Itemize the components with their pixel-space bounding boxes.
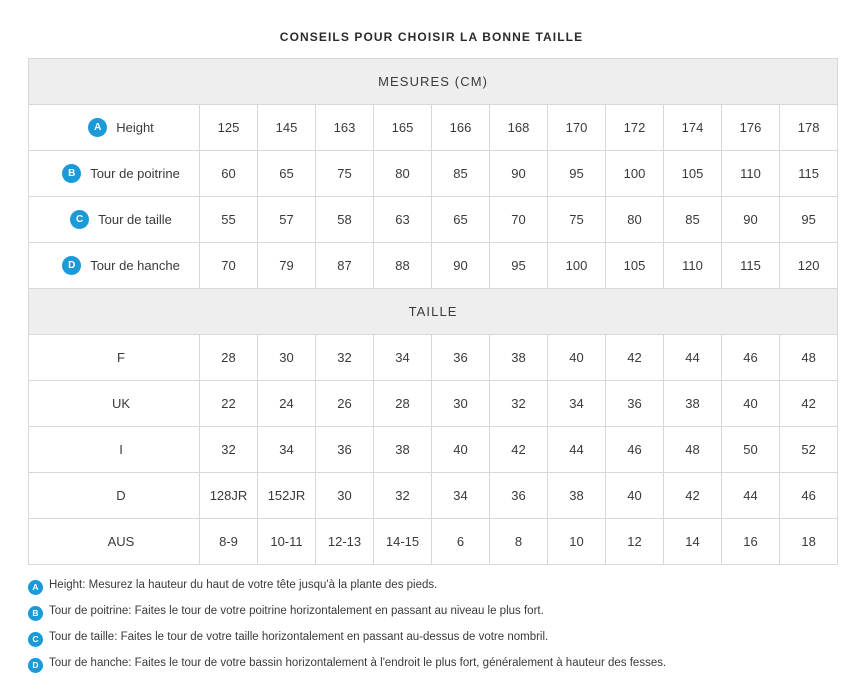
cell: 44 <box>664 335 722 381</box>
cell: 44 <box>548 427 606 473</box>
cell: 10 <box>548 519 606 565</box>
cell: 105 <box>664 151 722 197</box>
cell: 40 <box>548 335 606 381</box>
cell: 40 <box>722 381 780 427</box>
cell: 38 <box>548 473 606 519</box>
cell: 32 <box>200 427 258 473</box>
cell: 18 <box>780 519 838 565</box>
size-row-label-i: I <box>29 427 200 473</box>
badge-a-icon: A <box>88 118 107 137</box>
table-row <box>29 151 838 197</box>
size-row-label-f: F <box>29 335 200 381</box>
measurement-notes <box>28 579 835 672</box>
cell: 105 <box>606 243 664 289</box>
cell: 95 <box>490 243 548 289</box>
cell: 6 <box>432 519 490 565</box>
cell: 42 <box>664 473 722 519</box>
cell: 26 <box>316 381 374 427</box>
cell: 58 <box>316 197 374 243</box>
cell: 42 <box>606 335 664 381</box>
note-text: Tour de poitrine: Faites le tour de votre poitrine horizontalement en passant au niveau le plus fort. <box>49 605 544 617</box>
badge-a-icon: A <box>28 580 43 595</box>
cell: 80 <box>606 197 664 243</box>
cell: 40 <box>606 473 664 519</box>
cell: 115 <box>780 151 838 197</box>
sizes-section-header-row <box>29 289 838 335</box>
cell: 178 <box>780 105 838 151</box>
badge-c-icon: C <box>28 632 43 647</box>
list-item <box>28 579 835 594</box>
cell: 95 <box>548 151 606 197</box>
cell: 28 <box>374 381 432 427</box>
cell: 80 <box>374 151 432 197</box>
page-title: CONSEILS POUR CHOISIR LA BONNE TAILLE <box>279 30 584 44</box>
table-row <box>29 243 838 289</box>
cell: 34 <box>548 381 606 427</box>
cell: 70 <box>200 243 258 289</box>
cell: 87 <box>316 243 374 289</box>
cell: 128JR <box>200 473 258 519</box>
cell: 50 <box>722 427 780 473</box>
list-item <box>28 605 835 620</box>
badge-c-icon: C <box>70 210 89 229</box>
cell: 38 <box>664 381 722 427</box>
cell: 38 <box>374 427 432 473</box>
measure-label-text: Height <box>116 120 154 135</box>
cell: 165 <box>374 105 432 151</box>
cell: 46 <box>722 335 780 381</box>
cell: 145 <box>258 105 316 151</box>
cell: 55 <box>200 197 258 243</box>
cell: 38 <box>490 335 548 381</box>
badge-d-icon: D <box>62 256 81 275</box>
cell: 42 <box>490 427 548 473</box>
cell: 125 <box>200 105 258 151</box>
cell: 30 <box>432 381 490 427</box>
cell: 70 <box>490 197 548 243</box>
badge-b-icon: B <box>62 164 81 183</box>
cell: 90 <box>722 197 780 243</box>
measure-row-label-hip <box>29 243 200 289</box>
cell: 48 <box>664 427 722 473</box>
cell: 172 <box>606 105 664 151</box>
note-text: Height: Mesurez la hauteur du haut de votre tête jusqu'à la plante des pieds. <box>49 579 438 591</box>
cell: 85 <box>664 197 722 243</box>
cell: 8-9 <box>200 519 258 565</box>
size-table-container <box>28 58 835 565</box>
cell: 168 <box>490 105 548 151</box>
measures-section-header: MESURES (CM) <box>29 59 838 105</box>
cell: 24 <box>258 381 316 427</box>
cell: 163 <box>316 105 374 151</box>
list-item <box>28 631 835 646</box>
cell: 63 <box>374 197 432 243</box>
cell: 100 <box>548 243 606 289</box>
table-row <box>29 519 838 565</box>
cell: 44 <box>722 473 780 519</box>
measure-row-label-chest <box>29 151 200 197</box>
cell: 170 <box>548 105 606 151</box>
cell: 36 <box>490 473 548 519</box>
note-text: Tour de taille: Faites le tour de votre taille horizontalement en passant au-dessus de votre nombril. <box>49 631 549 643</box>
cell: 52 <box>780 427 838 473</box>
measure-row-label-height <box>29 105 200 151</box>
cell: 115 <box>722 243 780 289</box>
badge-b-icon: B <box>28 606 43 621</box>
size-table <box>28 58 838 565</box>
cell: 95 <box>780 197 838 243</box>
cell: 22 <box>200 381 258 427</box>
size-row-label-aus: AUS <box>29 519 200 565</box>
list-item <box>28 657 835 672</box>
cell: 120 <box>780 243 838 289</box>
cell: 36 <box>606 381 664 427</box>
cell: 32 <box>374 473 432 519</box>
cell: 32 <box>490 381 548 427</box>
measure-label-text: Tour de poitrine <box>90 166 180 181</box>
note-text: Tour de hanche: Faites le tour de votre bassin horizontalement à l'endroit le plus fort, généralement à hauteur des fesses. <box>49 657 667 669</box>
table-row <box>29 105 838 151</box>
cell: 36 <box>316 427 374 473</box>
cell: 88 <box>374 243 432 289</box>
cell: 34 <box>258 427 316 473</box>
cell: 34 <box>374 335 432 381</box>
cell: 100 <box>606 151 664 197</box>
cell: 46 <box>780 473 838 519</box>
cell: 79 <box>258 243 316 289</box>
cell: 30 <box>316 473 374 519</box>
cell: 40 <box>432 427 490 473</box>
cell: 32 <box>316 335 374 381</box>
cell: 176 <box>722 105 780 151</box>
cell: 152JR <box>258 473 316 519</box>
cell: 12-13 <box>316 519 374 565</box>
cell: 34 <box>432 473 490 519</box>
table-row <box>29 381 838 427</box>
table-row <box>29 473 838 519</box>
cell: 110 <box>722 151 780 197</box>
badge-d-icon: D <box>28 658 43 673</box>
cell: 174 <box>664 105 722 151</box>
cell: 65 <box>432 197 490 243</box>
table-row <box>29 427 838 473</box>
cell: 60 <box>200 151 258 197</box>
cell: 90 <box>490 151 548 197</box>
cell: 30 <box>258 335 316 381</box>
cell: 75 <box>548 197 606 243</box>
measure-row-label-waist <box>29 197 200 243</box>
cell: 14-15 <box>374 519 432 565</box>
table-row <box>29 197 838 243</box>
table-row <box>29 335 838 381</box>
measure-label-text: Tour de hanche <box>90 258 180 273</box>
cell: 57 <box>258 197 316 243</box>
cell: 8 <box>490 519 548 565</box>
cell: 14 <box>664 519 722 565</box>
cell: 46 <box>606 427 664 473</box>
cell: 166 <box>432 105 490 151</box>
cell: 65 <box>258 151 316 197</box>
size-row-label-d: D <box>29 473 200 519</box>
measure-label-text: Tour de taille <box>98 212 172 227</box>
cell: 16 <box>722 519 780 565</box>
sizes-section-header: TAILLE <box>29 289 838 335</box>
cell: 10-11 <box>258 519 316 565</box>
cell: 12 <box>606 519 664 565</box>
cell: 28 <box>200 335 258 381</box>
cell: 36 <box>432 335 490 381</box>
cell: 90 <box>432 243 490 289</box>
measures-section-header-row <box>29 59 838 105</box>
cell: 75 <box>316 151 374 197</box>
cell: 48 <box>780 335 838 381</box>
size-row-label-uk: UK <box>29 381 200 427</box>
cell: 85 <box>432 151 490 197</box>
cell: 42 <box>780 381 838 427</box>
cell: 110 <box>664 243 722 289</box>
